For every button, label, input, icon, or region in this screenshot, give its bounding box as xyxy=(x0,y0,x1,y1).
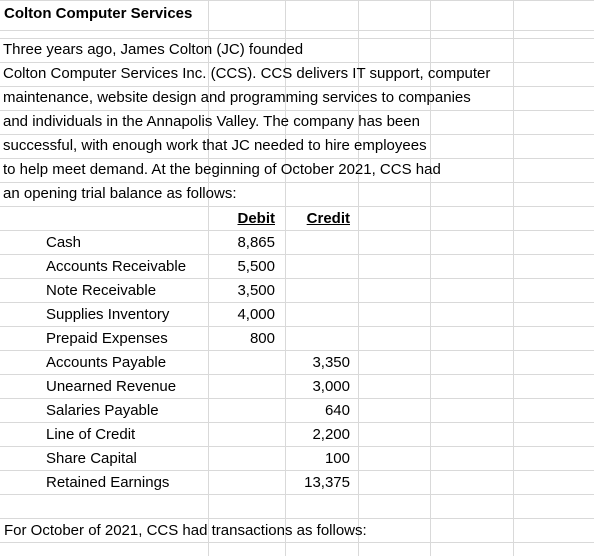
debit-value: 800 xyxy=(249,330,275,347)
credit-value: 100 xyxy=(324,450,350,467)
intro-line-2: Colton Computer Services Inc. (CCS). CCS delivers IT support, computer xyxy=(3,65,491,82)
account-name: Retained Earnings xyxy=(46,474,170,491)
account-name: Accounts Receivable xyxy=(46,258,187,275)
account-name: Line of Credit xyxy=(46,426,136,443)
transactions-intro: For October of 2021, CCS had transactions as follows: xyxy=(4,522,367,539)
debit-value: 3,500 xyxy=(237,282,275,299)
account-name: Note Receivable xyxy=(46,282,157,299)
credit-value: 13,375 xyxy=(304,474,350,491)
account-name: Cash xyxy=(46,234,82,251)
sheet-title: Colton Computer Services xyxy=(4,5,193,22)
account-name: Supplies Inventory xyxy=(46,306,170,323)
account-name: Prepaid Expenses xyxy=(46,330,168,347)
credit-value: 2,200 xyxy=(312,426,350,443)
account-name: Unearned Revenue xyxy=(46,378,177,395)
account-name: Share Capital xyxy=(46,450,137,467)
intro-line-4: and individuals in the Annapolis Valley. The company has been xyxy=(3,113,420,130)
intro-line-7: an opening trial balance as follows: xyxy=(3,185,237,202)
account-name: Accounts Payable xyxy=(46,354,167,371)
debit-value: 4,000 xyxy=(237,306,275,323)
credit-value: 3,350 xyxy=(312,354,350,371)
debit-header: Debit xyxy=(237,210,275,227)
intro-line-6: to help meet demand. At the beginning of October 2021, CCS had xyxy=(3,161,441,178)
credit-header: Credit xyxy=(306,210,350,227)
debit-value: 5,500 xyxy=(237,258,275,275)
credit-value: 640 xyxy=(324,402,350,419)
intro-line-1: Three years ago, James Colton (JC) founded xyxy=(3,41,304,58)
credit-value: 3,000 xyxy=(312,378,350,395)
intro-line-3: maintenance, website design and programming services to companies xyxy=(3,89,471,106)
intro-line-5: successful, with enough work that JC needed to hire employees xyxy=(3,137,427,154)
debit-value: 8,865 xyxy=(237,234,275,251)
account-name: Salaries Payable xyxy=(46,402,159,419)
